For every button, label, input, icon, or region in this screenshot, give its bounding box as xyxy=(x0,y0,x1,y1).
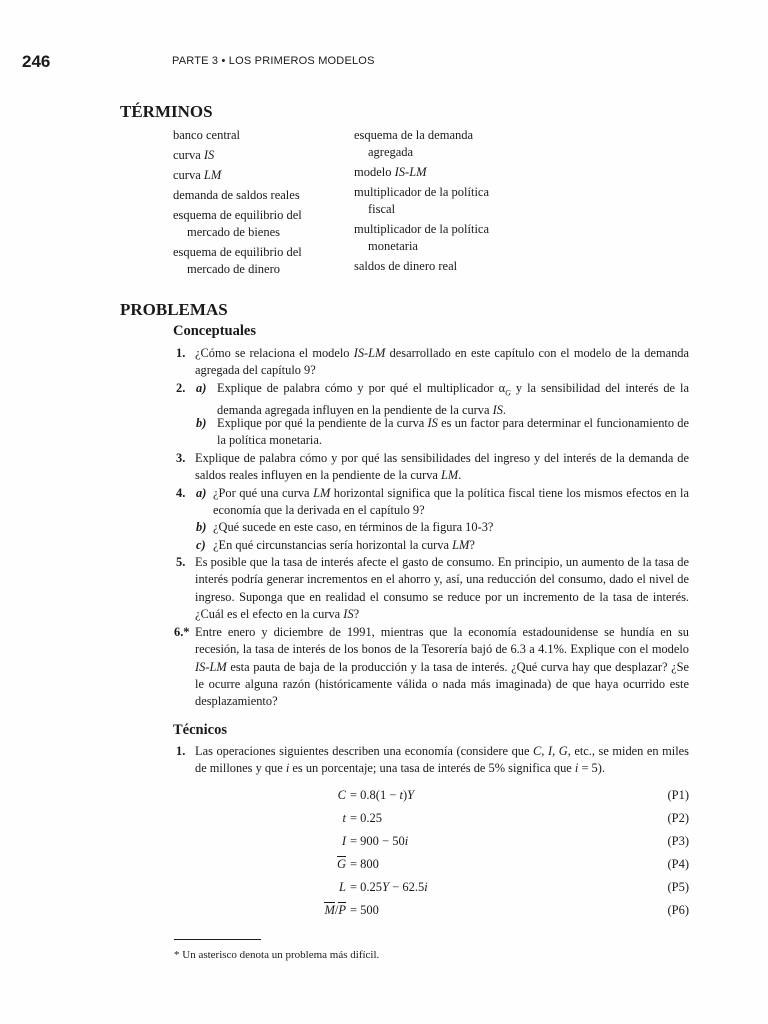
term-item: modelo IS-LM xyxy=(354,165,427,179)
technical-heading: Técnicos xyxy=(173,722,227,738)
term-item: esquema de la demanda agregada xyxy=(354,128,474,159)
term-item: multiplicador de la política monetaria xyxy=(354,222,490,253)
term-item: curva LM xyxy=(173,168,222,182)
problems-heading: PROBLEMAS xyxy=(120,300,228,319)
problem-2b-text: Explique por qué la pendiente de la curva IS es un factor para determinar el funcionamiento de la política monetaria. xyxy=(217,416,689,448)
term-item: saldos de dinero real xyxy=(354,259,458,273)
problem-3-text: Explique de palabra cómo y por qué las sensibilidades del ingreso y del interés de la demanda de saldos reales influyen en la pendiente de la curva LM. xyxy=(195,451,689,483)
term-item: demanda de saldos reales xyxy=(173,188,300,202)
subproblem-label: c) xyxy=(196,538,206,552)
problem-number: 1. xyxy=(176,346,186,360)
subproblem-label: a) xyxy=(196,381,207,395)
subproblem-label: b) xyxy=(196,416,207,430)
footnote: * Un asterisco denota un problema más difícil. xyxy=(174,949,380,961)
terms-heading: TÉRMINOS xyxy=(120,102,213,121)
conceptual-heading: Conceptuales xyxy=(173,323,256,339)
problem-number: 5. xyxy=(176,555,186,569)
problem-1-text: ¿Cómo se relaciona el modelo IS-LM desarrollado en este capítulo con el modelo de la demanda agregada del capítulo 9? xyxy=(195,346,689,378)
terms-column-2 xyxy=(354,127,554,275)
terms-column-1 xyxy=(173,127,348,278)
problem-number: 3. xyxy=(176,451,186,465)
problem-number: 2. xyxy=(176,381,186,395)
problem-6-text: Entre enero y diciembre de 1991, mientras que la economía estadounidense se hundía en su recesión, la tasa de interés de los bonos de la Tesorería bajó de 6.3 a 4.1%. Explique con el modelo IS-LM esta pauta de baja de la producción y la tasa de interés. ¿Qué curva hay que desplazar? ¿Se le ocurre alguna razón (históricamente válida o nada más imaginada) de que haya ocurrido este desplazamiento? xyxy=(195,625,689,709)
running-head: PARTE 3 • LOS PRIMEROS MODELOS xyxy=(172,55,375,67)
problem-4a-text: ¿Por qué una curva LM horizontal significa que la política fiscal tiene los mismos efectos en la economía que la derivada en el capítulo 9? xyxy=(213,486,690,518)
term-item: curva IS xyxy=(173,148,215,162)
term-item: banco central xyxy=(173,128,240,142)
problem-number: 6.* xyxy=(174,625,190,639)
problem-4c-text: ¿En qué circunstancias sería horizontal la curva LM? xyxy=(213,538,475,552)
equation-block: C = 0.8(1 − t)Y (P1) t = 0.25 (P2) I = 900 − 50i (P3) G = 800 (P4) L = 0.25Y − 62.5i (P5) M/P = 500 (P6) xyxy=(324,788,689,917)
subproblem-label: b) xyxy=(196,520,207,534)
term-item: esquema de equilibrio del mercado de bienes xyxy=(173,208,302,239)
problem-number: 4. xyxy=(176,486,186,500)
problem-4b-text: ¿Qué sucede en este caso, en términos de la figura 10-3? xyxy=(213,520,494,534)
page-number: 246 xyxy=(22,52,51,71)
problem-5-text: Es posible que la tasa de interés afecte el gasto de consumo. En principio, un aumento de la tasa de interés podría generar incrementos en el ahorro y, así, una reducción del consumo, dado el nivel de ingreso. Suponga que en realidad el consumo se reduce por un incremento de la tasa de interés. ¿Cuál es el efecto en la curva IS? xyxy=(195,555,689,621)
term-item: multiplicador de la política fiscal xyxy=(354,185,490,216)
footnote-rule xyxy=(174,939,261,940)
subproblem-label: a) xyxy=(196,486,207,500)
technical-1-text: Las operaciones siguientes describen una economía (considere que C, I, G, etc., se miden en miles de millones y que i es un porcentaje; una tasa de interés de 5% significa que i = 5). xyxy=(195,744,690,776)
problem-number: 1. xyxy=(176,744,186,758)
problem-2a-text: Explique de palabra cómo y por qué el multiplicador $\alpha_G$ y la sensibilidad del interés de la demanda agregada influyen en la pendiente de la curva IS. xyxy=(217,381,689,417)
term-item: esquema de equilibrio del mercado de dinero xyxy=(173,245,302,276)
